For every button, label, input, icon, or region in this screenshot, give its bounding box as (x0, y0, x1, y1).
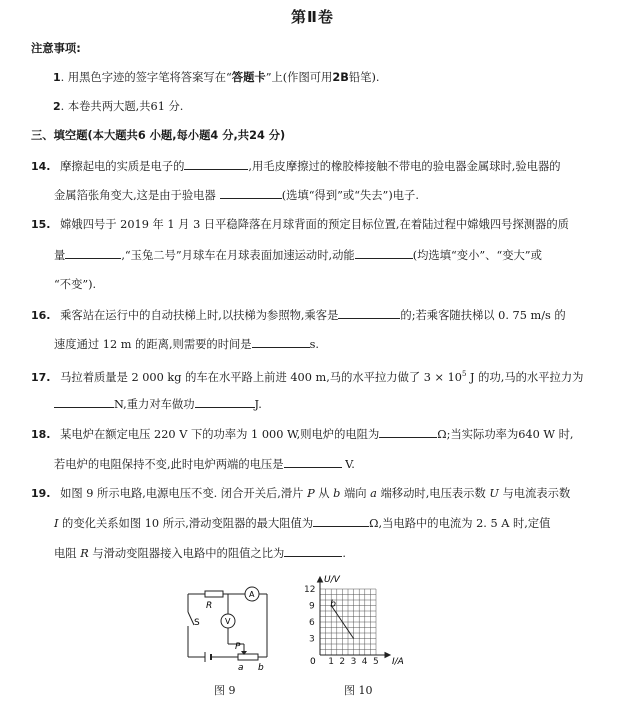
answer-blank[interactable] (65, 247, 121, 259)
question-18-line-2: 若电炉的电阻保持不变,此时电炉两端的电压是 V. (54, 458, 355, 471)
x-tick-label: 4 (361, 657, 368, 667)
question-15-line-3: “不变”). (54, 278, 97, 291)
x-tick-label: 2 (339, 657, 346, 667)
question-19-line-2: I 的变化关系如图 10 所示,滑动变阻器的最大阻值为 Ω,当电路中的电流为 2. 5 A 时,定值 (54, 517, 551, 530)
question-19-line-3: 电阻 R 与滑动变阻器接入电路中的阻值之比为 . (54, 547, 346, 560)
x-tick-label: 1 (328, 657, 334, 667)
label-a-meter: A (249, 590, 255, 599)
answer-blank[interactable] (379, 426, 437, 438)
notice-item-1: 1. 用黑色字迹的签字笔将答案写在“答题卡”上(作图可用2B铅笔). (53, 71, 380, 84)
answer-blank[interactable] (220, 187, 282, 199)
question-14-line-2: 金属箔张角变大,这是由于验电器 (选填“得到”或“失去”)电子. (54, 189, 419, 202)
label-b-end: b (258, 663, 264, 670)
x-tick-label: 5 (373, 657, 379, 667)
section-heading: 三、填空题(本大题共6 小题,每小题4 分,共24 分) (31, 129, 286, 142)
question-number: 17. (31, 370, 51, 384)
y-tick-label: 9 (309, 601, 315, 612)
x-axis-label: I/A (392, 657, 404, 667)
label-a-end: a (238, 663, 244, 670)
question-number: 19. (31, 487, 51, 500)
page-title: 第Ⅱ卷 (291, 8, 334, 26)
answer-blank[interactable] (54, 396, 114, 408)
origin-label: 0 (310, 657, 316, 667)
label-s: S (194, 618, 200, 628)
question-17-line-2: N,重力对车做功 J. (54, 396, 262, 413)
question-15-line-1: 15. 嫦娥四号于 2019 年 1 月 3 日平稳降落在月球背面的预定目标位置,在着陆过程中嫦娥四号探测器的质 (31, 218, 569, 231)
notice-heading: 注意事项: (31, 42, 81, 55)
answer-blank[interactable] (338, 307, 400, 319)
question-16-line-2: 速度通过 12 m 的距离,则需要的时间是 s. (54, 338, 319, 351)
figure-9-circuit (178, 584, 278, 670)
figure-10-caption: 图 10 (344, 684, 373, 697)
answer-blank[interactable] (284, 456, 342, 468)
question-16-line-1: 16. 乘客站在运行中的自动扶梯上时,以扶梯为参照物,乘客是 的;若乘客随扶梯以 0. 75 m/s 的 (31, 309, 566, 322)
y-axis-label: U/V (324, 575, 340, 585)
resistor-r-symbol (205, 591, 223, 597)
figure-10-graph (300, 572, 410, 672)
answer-blank[interactable] (195, 396, 255, 408)
answer-blank[interactable] (252, 336, 310, 348)
x-axis-arrow (385, 653, 390, 658)
question-14-line-1: 14. 摩擦起电的实质是电子的 ,用毛皮摩擦过的橡胶棒接触不带电的验电器金属球时,验电器的 (31, 160, 561, 173)
question-17-line-1: 17. 马拉着质量是 2 000 kg 的车在水平路上前进 400 m,马的水平拉力做了 $3 \times 10^5$ J 的功,马的水平拉力为 (31, 370, 584, 384)
y-tick-label: 12 (304, 585, 316, 595)
y-tick-label: 3 (309, 634, 315, 645)
question-19-line-1: 19. 如图 9 所示电路,电源电压不变. 闭合开关后,滑片 P 从 b 端向 a 端移动时,电压表示数 U 与电流表示数 (31, 487, 571, 500)
label-p: P (235, 642, 241, 652)
y-tick-label: 6 (309, 618, 315, 628)
y-axis-arrow (318, 577, 323, 582)
question-number: 18. (31, 428, 51, 441)
figure-9-caption: 图 9 (214, 684, 236, 697)
answer-blank[interactable] (355, 247, 413, 259)
question-number: 15. (31, 218, 51, 231)
rheostat-symbol (238, 654, 258, 660)
notice-item-2: 2. 本卷共两大题,共61 分. (53, 100, 184, 113)
answer-blank[interactable] (184, 158, 248, 170)
question-18-line-1: 18. 某电炉在额定电压 220 V 下的功率为 1 000 W,则电炉的电阻为 Ω;当实际功率为640 W 时, (31, 428, 574, 441)
label-v-meter: V (225, 617, 231, 626)
answer-blank[interactable] (284, 545, 342, 557)
question-15-line-2: 量 ,“玉兔二号”月球车在月球表面加速运动时,动能 (均选填“变小”、“变大”或 (54, 249, 542, 262)
label-r: R (206, 601, 213, 611)
question-number: 14. (31, 160, 51, 173)
question-number: 16. (31, 309, 51, 322)
answer-blank[interactable] (313, 515, 369, 527)
x-tick-label: 3 (350, 657, 357, 667)
point-b-label: b (330, 599, 336, 610)
